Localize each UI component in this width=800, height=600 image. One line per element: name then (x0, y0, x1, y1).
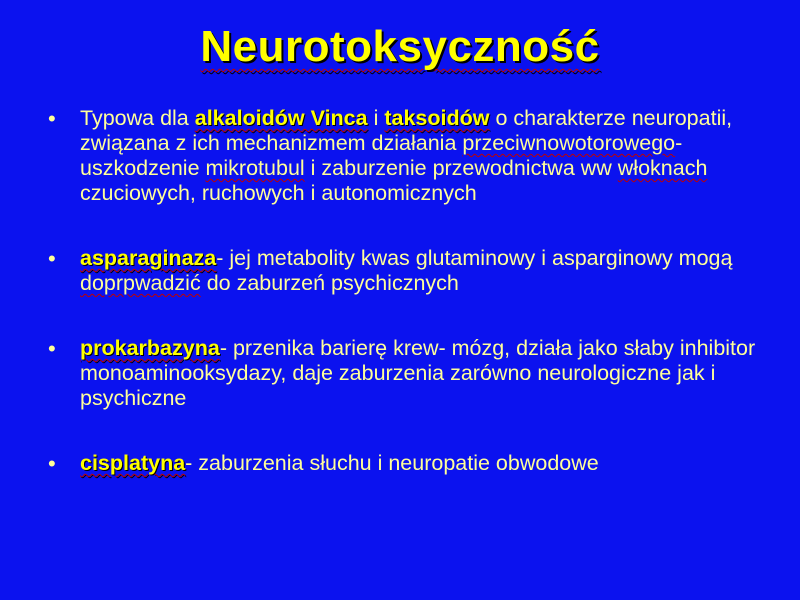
text-run: i zaburzenie przewodnictwa ww (304, 156, 618, 180)
slide-title (0, 22, 800, 72)
bullet-dot-icon: • (48, 451, 56, 476)
bullet-item-asparaginaza (48, 246, 768, 296)
bold-term: asparaginaza (80, 246, 217, 270)
bullet-dot-icon: • (48, 246, 56, 271)
bold-term: prokarbazyna (80, 336, 220, 360)
text-run: - uszkodzenie (80, 131, 683, 180)
spellcheck-word: włoknach (617, 156, 708, 180)
bold-term: alkaloidów Vinca (194, 106, 368, 130)
bullet-dot-icon: • (48, 336, 56, 361)
spellcheck-word: doprpwadzić (80, 271, 201, 295)
bullet-item-vinca (48, 106, 768, 206)
bullet-text (80, 106, 732, 205)
bold-term: taksoidów (384, 106, 490, 130)
bold-term: cisplatyna (80, 451, 186, 475)
bullet-text (80, 451, 599, 475)
text-run: i (367, 106, 385, 130)
bullet-list (48, 106, 768, 516)
text-run: o charakterze neuropatii, związana z ich mechanizmem działania (80, 106, 733, 155)
bullet-item-prokarbazyna (48, 336, 768, 411)
spellcheck-word: przeciwnowotorowego (462, 131, 676, 155)
spellcheck-word: mikrotubul (205, 156, 305, 180)
slide-title-text: Neurotoksyczność (200, 22, 600, 71)
bullet-item-cisplatyna (48, 451, 768, 476)
text-run: do zaburzeń psychicznych (200, 271, 459, 295)
text-run: czuciowych, ruchowych i autonomicznych (80, 181, 477, 205)
text-run: - zaburzenia słuchu i neuropatie obwodowe (185, 451, 599, 475)
bullet-text (80, 246, 732, 295)
bullet-text (80, 336, 755, 410)
text-run: - jej metabolity kwas glutaminowy i asparginowy mogą (216, 246, 733, 270)
text-run: - przenika barierę krew- mózg, działa jako słaby inhibitor monoaminooksydazy, daje zaburzenia zarówno neurologiczne jak i psychiczne (80, 336, 756, 410)
text-run: Typowa dla (80, 106, 195, 130)
bullet-dot-icon: • (48, 106, 56, 131)
